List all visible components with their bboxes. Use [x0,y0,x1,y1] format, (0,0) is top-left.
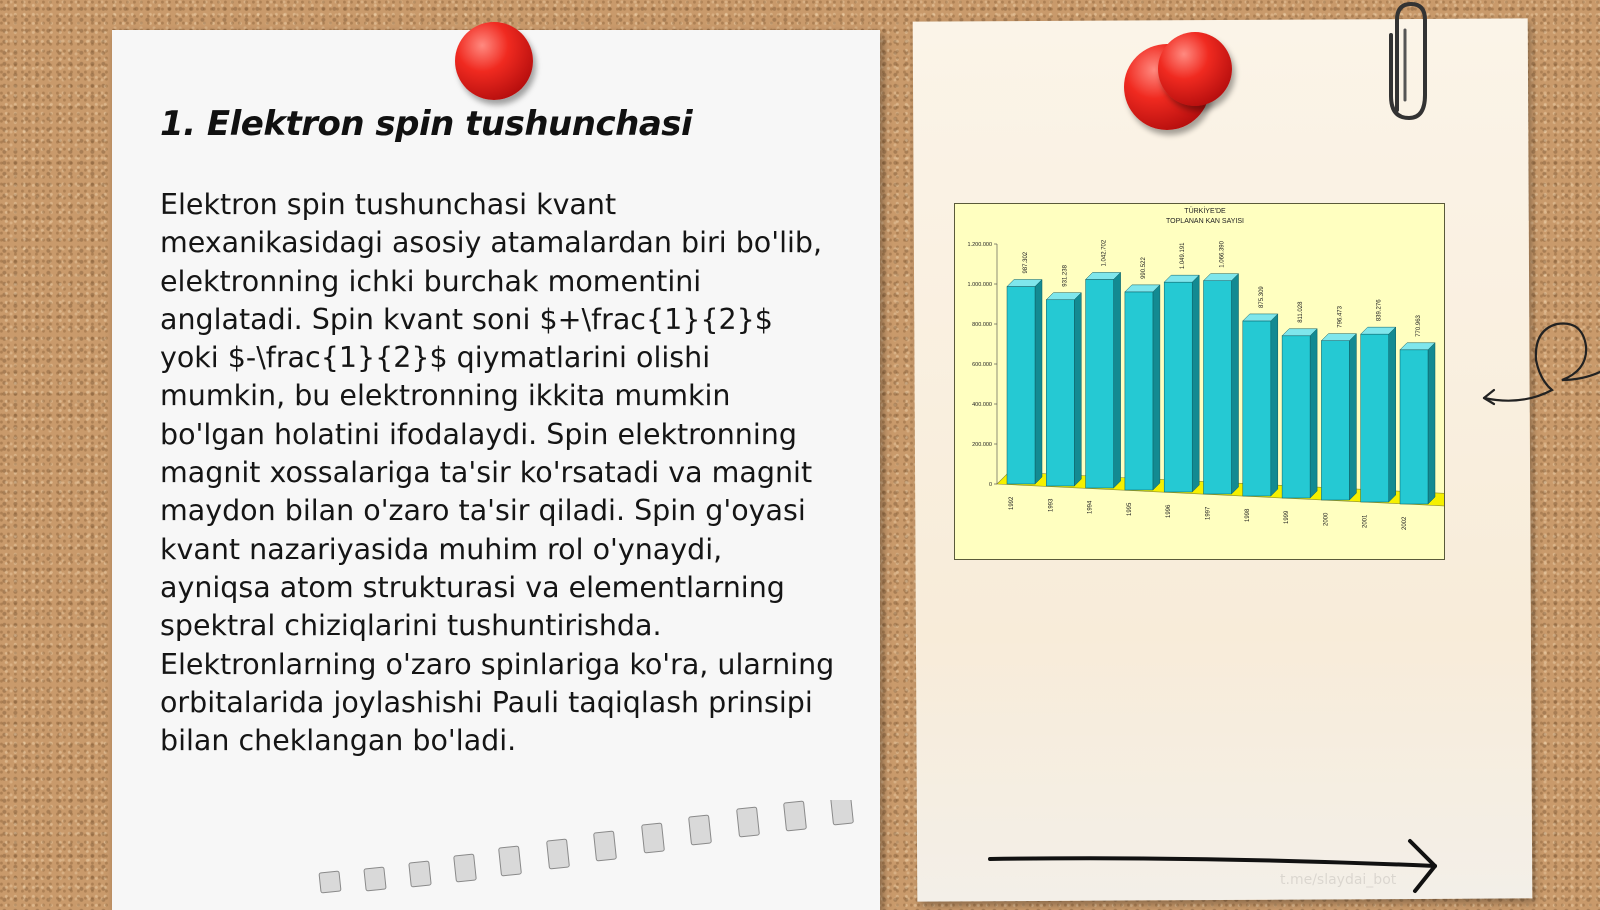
pushpin-icon [455,22,533,100]
doodle-loop-arrow-icon [1482,310,1600,410]
x-tick-label: 1994 [1087,500,1094,514]
bar-side [1389,327,1396,502]
bar [1125,285,1160,490]
slide-body-text: Elektron spin tushunchasi kvant mexanikasidagi asosiy atamalardan biri bo'lib, elektronning ichki burchak momentini anglatadi. Spin kvant soni $+\frac{1}{2}$ yoki $-\frac{1}{2}$ qiymatlarini olishi mumkin, bu elektronning ikkita mumkin bo'lgan holatini ifodalaydi. Spin elektronning magnit xossalariga ta'sir ko'rsatadi va magnit maydon bilan o'zaro ta'sir qiladi. Spin g'oyasi kvant nazariyasida muhim rol o'ynaydi, ayniqsa atom strukturasi va elementlarning spektral chiziqlarini tushuntirishda. Elektronlarning o'zaro spinlariga ko'ra, ularning orbitalarida joylashishi Pauli taqiqlash prinsipi bilan cheklangan bo'ladi. [160,188,835,758]
bar [1164,275,1199,492]
bar-side [1114,272,1121,488]
bar-front [1243,321,1271,496]
x-tick-label: 1999 [1284,510,1291,524]
chart-subtitle: TOPLANAN KAN SAYISI [1166,218,1244,225]
bar [1007,280,1042,484]
bar-side [1192,275,1199,492]
bar-side [1153,285,1160,490]
bar-value-label: 987.302 [1023,251,1029,274]
bar-value-label: 931.238 [1062,265,1069,287]
chart-title: TÜRKİYE'DE [1184,208,1226,215]
bar-side [1035,280,1042,484]
bar-value-label: 770.963 [1416,315,1422,337]
x-tick-label: 1992 [1009,496,1015,510]
bar-side [1271,314,1278,496]
chart-canvas [955,204,1444,559]
x-tick-label: 1996 [1166,504,1173,518]
watermark: t.me/slaydai_bot [1280,872,1397,888]
bar [1361,327,1396,502]
bar-side [1349,334,1356,500]
bar-value-label: 875.309 [1258,286,1265,308]
bar-value-label: 1.042.702 [1101,239,1108,267]
pushpin-icon [1158,32,1232,106]
bar-front [1321,341,1349,500]
y-tick-label: 0 [988,482,992,488]
bar-front [1204,281,1232,494]
bar-front [1086,279,1114,488]
bar-front [1125,292,1153,490]
bar-front [1282,336,1310,498]
x-tick-label: 2000 [1323,512,1330,526]
bar-front [1361,334,1389,502]
torn-notebook-tabs [300,800,880,900]
bar-value-label: 839.276 [1376,299,1383,322]
bar [1086,272,1121,488]
bars [1007,239,1435,504]
x-tick-label: 1995 [1126,502,1133,516]
bar-value-label: 1.049.191 [1180,242,1187,270]
bar-value-label: 990.522 [1140,257,1147,279]
bar-value-label: 811.028 [1298,301,1305,323]
bar-value-label: 1.066.390 [1219,241,1226,268]
bar [1400,343,1435,504]
x-tick-label: 1998 [1244,508,1251,522]
bar-front [1400,350,1428,504]
y-tick-label: 400.000 [972,402,992,408]
bar [1243,314,1278,496]
paperclip-icon [1375,0,1435,125]
x-tick-label: 1993 [1048,498,1055,512]
bar-side [1074,293,1081,486]
y-tick-label: 600.000 [972,362,992,368]
x-tick-label: 2001 [1362,514,1369,528]
y-tick-label: 200.000 [972,442,992,448]
y-ticks [968,242,997,488]
y-tick-label: 800.000 [972,322,992,328]
x-tick-label: 2002 [1402,516,1408,530]
bar [1282,329,1317,498]
x-tick-label: 1997 [1205,506,1212,520]
bar-front [1046,300,1074,486]
y-tick-label: 1.200.000 [967,242,992,248]
slide-title: 1. Elektron spin tushunchasi [160,104,693,144]
bar-front [1007,287,1035,484]
bar-side [1232,274,1239,494]
bar-chart [954,203,1445,560]
bar-front [1164,282,1192,492]
bar [1204,274,1239,494]
bar [1046,293,1081,486]
bar-side [1310,329,1317,498]
y-tick-label: 1.000.000 [967,282,992,288]
bar-value-label: 796.473 [1337,306,1344,328]
bar [1321,334,1356,500]
bar-side [1428,343,1435,504]
